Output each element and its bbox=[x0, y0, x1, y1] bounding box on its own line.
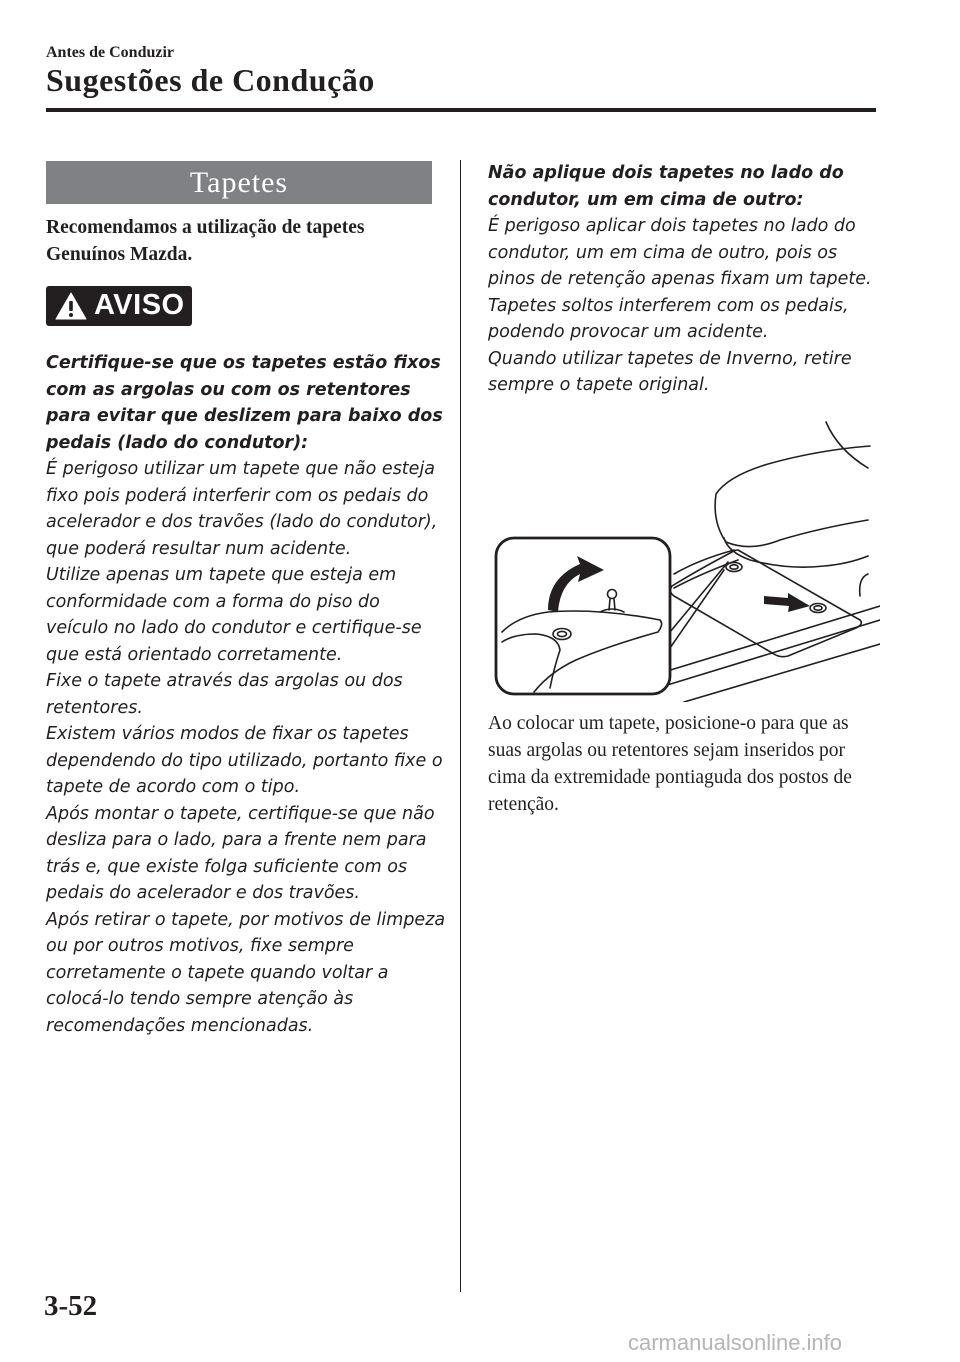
warning-paragraph: Após montar o tapete, certifique-se que não desliza para o lado, para a frente nem para trás e, que existe folga suficiente com os pedais do acelerador e dos travões. bbox=[46, 803, 435, 903]
warning-paragraph: É perigoso aplicar dois tapetes no lado do condutor, um em cima de outro, pois os pinos de retenção apenas fixam um tapete. Tapetes soltos interferem com os pedais, podendo provocar um acidente. bbox=[488, 216, 872, 342]
column-divider bbox=[460, 160, 461, 1292]
watermark: carmanualsonline.info bbox=[628, 1330, 843, 1355]
warning-left-block bbox=[46, 350, 446, 1039]
warning-triangle-icon bbox=[55, 292, 87, 320]
header-rule bbox=[46, 108, 876, 112]
seat-back-edge bbox=[826, 422, 868, 468]
section-title: Sugestões de Condução bbox=[46, 62, 375, 98]
warning-paragraph: Após retirar o tapete, por motivos de limpeza ou por outros motivos, fixe sempre corretamente o tapete quando voltar a colocá-lo tendo sempre atenção às recomendações mencionadas. bbox=[46, 909, 446, 1036]
warning-badge bbox=[46, 286, 192, 326]
topic-intro: Recomendamos a utilização de tapetes Genuínos Mazda. bbox=[46, 217, 365, 265]
floor-mat-illustration bbox=[488, 410, 880, 702]
warning-left-title: Certifique-se que os tapetes estão fixos com as argolas ou com os retentores para evitar que deslizem para baixo dos pedais (lado do condutor): bbox=[46, 353, 443, 453]
retainer-front bbox=[726, 563, 742, 572]
warning-paragraph: Quando utilizar tapetes de Inverno, retire sempre o tapete original. bbox=[488, 348, 852, 395]
chapter-label: Antes de Conduzir bbox=[46, 44, 175, 61]
seat-cushion bbox=[715, 446, 870, 547]
warning-paragraph: Utilize apenas um tapete que esteja em conformidade com a forma do piso do veículo no lado do condutor e certifique-se que está orientado corretamente. bbox=[46, 565, 422, 665]
topic-heading: Tapetes bbox=[46, 161, 432, 204]
warning-paragraph: Existem vários modos de fixar os tapetes dependendo do tipo utilizado, portanto fixe o tapete de acordo com o tipo. bbox=[46, 724, 443, 797]
warning-label: AVISO bbox=[94, 289, 185, 321]
figure-caption: Ao colocar um tapete, posicione-o para que as suas argolas ou retentores sejam inseridos por cima da extremidade pontiaguda dos postos de retenção. bbox=[488, 713, 852, 815]
warning-right-title: Não aplique dois tapetes no lado do condutor, um em cima de outro: bbox=[488, 163, 844, 210]
warning-right-block bbox=[488, 160, 888, 399]
retainer-rear bbox=[810, 604, 826, 613]
direction-arrow-icon bbox=[764, 593, 810, 612]
page-number: 3-52 bbox=[44, 1290, 98, 1322]
floor-mat-drawing bbox=[488, 410, 880, 702]
warning-paragraph: É perigoso utilizar um tapete que não esteja fixo pois poderá interferir com os pedais do acelerador e dos travões (lado do condutor), que poderá resultar num acidente. bbox=[46, 459, 438, 559]
warning-paragraph: Fixe o tapete através das argolas ou dos retentores. bbox=[46, 671, 403, 718]
